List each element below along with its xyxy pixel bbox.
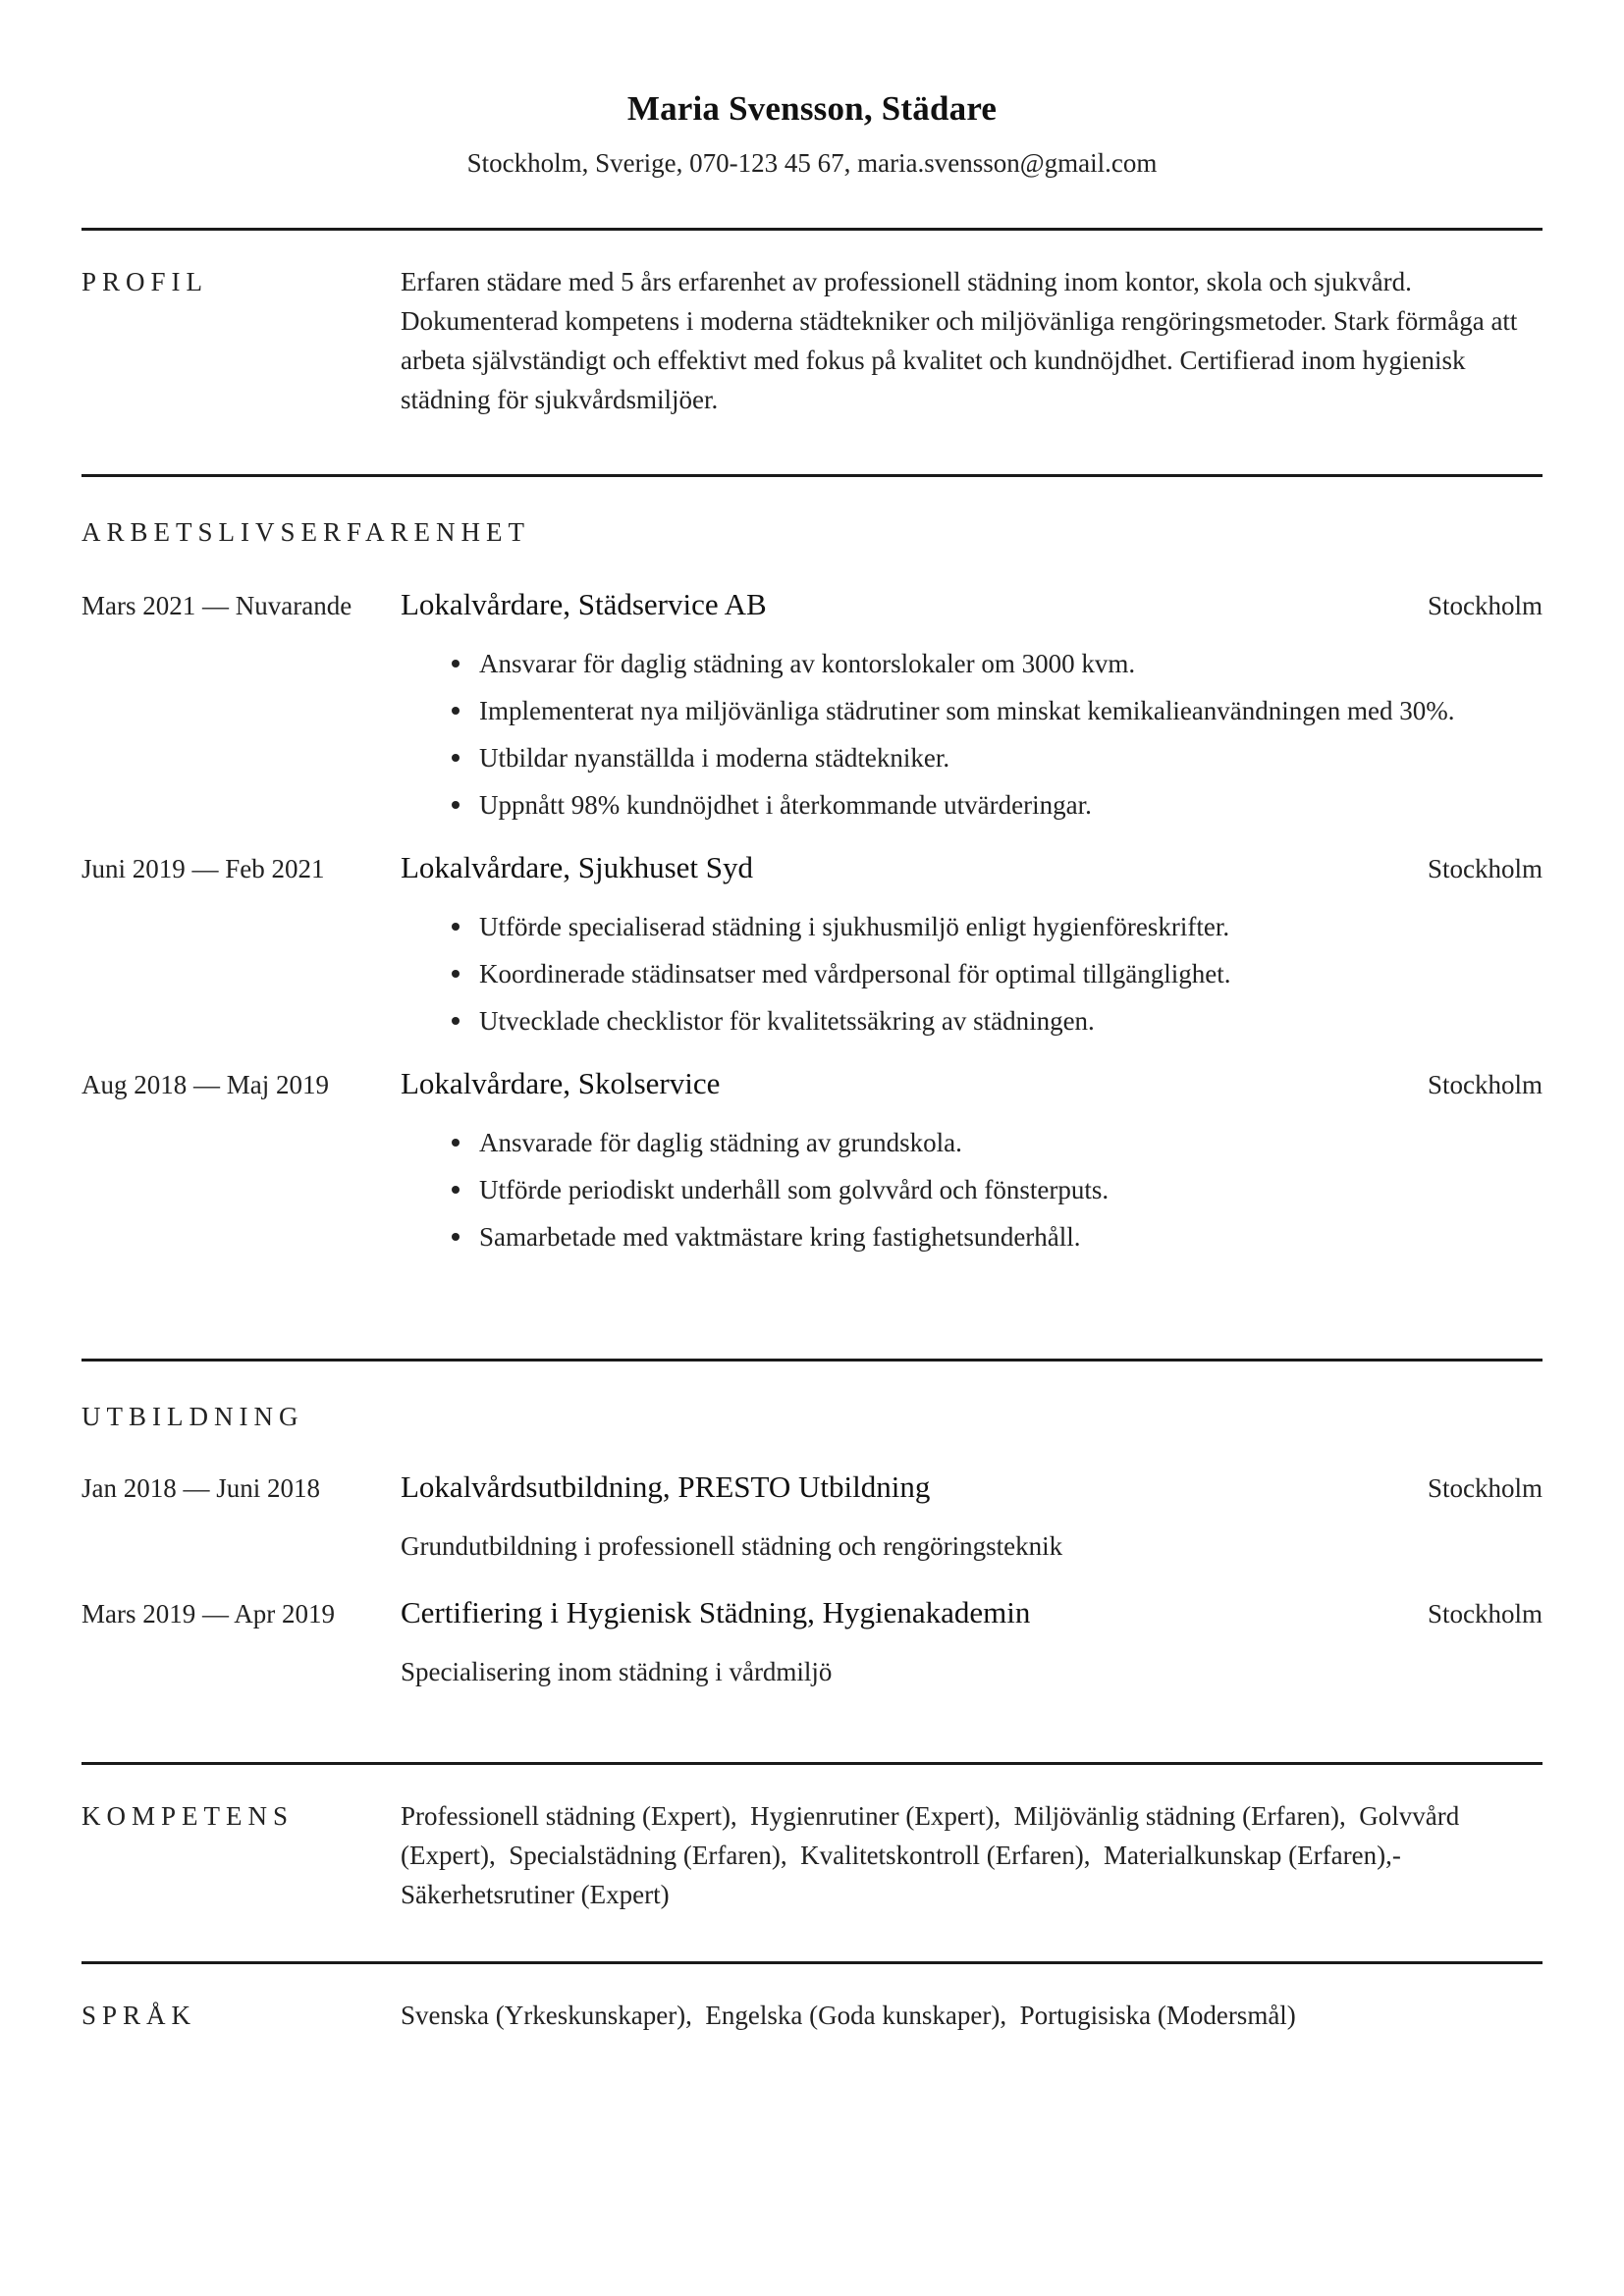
profile-section bbox=[81, 231, 1543, 474]
bullet-icon bbox=[452, 1139, 460, 1147]
candidate-name: Maria Svensson, Städare bbox=[626, 89, 998, 128]
skills-text: Professionell städning (Expert), Hygienrutiner (Expert), Miljövänlig städning (Erfaren), Golvvård (Expert), Specialstädning (Erfaren), Kvalitetskontroll (Erfaren), Materialkunskap (Erfaren),- Säkerhetsrutiner (Expert) bbox=[401, 1801, 1466, 1909]
bullet-item: Ansvarade för daglig städning av grundskola. bbox=[479, 1119, 1543, 1166]
bullet-icon bbox=[452, 923, 460, 931]
experience-entry bbox=[81, 583, 1543, 828]
bullet-item: Uppnått 98% kundnöjdhet i återkommande utvärderingar. bbox=[479, 781, 1543, 828]
bullet-item: Implementerat nya miljövänliga städrutiner som minskat kemikalieanvändningen med 30%. bbox=[479, 687, 1543, 734]
entry-bullets bbox=[81, 640, 1543, 828]
entry-date: Aug 2018 — Maj 2019 bbox=[81, 1070, 329, 1099]
bullet-icon bbox=[452, 754, 460, 762]
bullet-icon bbox=[452, 1186, 460, 1194]
entry-date: Mars 2019 — Apr 2019 bbox=[81, 1599, 335, 1629]
entry-description: Grundutbildning i professionell städning och rengöringsteknik bbox=[401, 1531, 1063, 1561]
entry-title: Lokalvårdsutbildning, PRESTO Utbildning bbox=[401, 1469, 931, 1504]
bullet-icon bbox=[452, 1233, 460, 1241]
experience-section bbox=[81, 477, 1543, 1359]
experience-entry bbox=[81, 1062, 1543, 1260]
bullet-item: Utbildar nyanställda i moderna städtekniker. bbox=[479, 734, 1543, 781]
bullet-item: Utförde specialiserad städning i sjukhusmiljö enligt hygienföreskrifter. bbox=[479, 903, 1543, 950]
entry-title: Lokalvårdare, Städservice AB bbox=[401, 587, 767, 621]
entry-location: Stockholm bbox=[1427, 1473, 1543, 1503]
entry-bullets bbox=[81, 1119, 1543, 1260]
bullet-icon bbox=[452, 707, 460, 715]
bullet-item: Utvecklade checklistor för kvalitetssäkring av städningen. bbox=[479, 997, 1543, 1044]
skills-label: KOMPETENS bbox=[81, 1801, 295, 1831]
education-label: UTBILDNING bbox=[81, 1402, 304, 1431]
entry-bullets bbox=[81, 903, 1543, 1044]
languages-section bbox=[81, 1964, 1543, 2035]
bullet-item: Utförde periodiskt underhåll som golvvård och fönsterputs. bbox=[479, 1166, 1543, 1213]
bullet-icon bbox=[452, 660, 460, 667]
experience-label: ARBETSLIVSERFARENHET bbox=[81, 517, 531, 547]
languages-text: Svenska (Yrkeskunskaper), Engelska (Goda kunskaper), Portugisiska (Modersmål) bbox=[401, 2001, 1296, 2030]
entry-title: Lokalvårdare, Skolservice bbox=[401, 1066, 721, 1100]
entry-location: Stockholm bbox=[1427, 854, 1543, 883]
languages-label: SPRÅK bbox=[81, 2001, 197, 2030]
resume-header bbox=[81, 0, 1543, 183]
entry-title: Lokalvårdare, Sjukhuset Syd bbox=[401, 850, 754, 884]
bullet-icon bbox=[452, 1017, 460, 1025]
entry-date: Jan 2018 — Juni 2018 bbox=[81, 1473, 320, 1503]
skills-section bbox=[81, 1765, 1543, 1961]
entry-location: Stockholm bbox=[1427, 1599, 1543, 1629]
entry-location: Stockholm bbox=[1427, 591, 1543, 620]
bullet-item: Koordinerade städinsatser med vårdpersonal för optimal tillgänglighet. bbox=[479, 950, 1543, 997]
entry-description: Specialisering inom städning i vårdmiljö bbox=[401, 1657, 833, 1686]
education-entry bbox=[81, 1591, 1543, 1691]
experience-entry bbox=[81, 846, 1543, 1044]
entry-location: Stockholm bbox=[1427, 1070, 1543, 1099]
contact-info: Stockholm, Sverige, 070-123 45 67, maria.svensson@gmail.com bbox=[466, 148, 1158, 178]
entry-title: Certifiering i Hygienisk Städning, Hygienakademin bbox=[401, 1595, 1031, 1629]
bullet-icon bbox=[452, 801, 460, 809]
entry-date: Mars 2021 — Nuvarande bbox=[81, 591, 352, 620]
bullet-item: Ansvarar för daglig städning av kontorslokaler om 3000 kvm. bbox=[479, 640, 1543, 687]
profile-label: PROFIL bbox=[81, 267, 209, 296]
education-entry bbox=[81, 1466, 1543, 1566]
education-section bbox=[81, 1362, 1543, 1762]
bullet-item: Samarbetade med vaktmästare kring fastighetsunderhåll. bbox=[479, 1213, 1543, 1260]
entry-date: Juni 2019 — Feb 2021 bbox=[81, 854, 325, 883]
bullet-icon bbox=[452, 970, 460, 978]
profile-text: Erfaren städare med 5 års erfarenhet av professionell städning inom kontor, skola och sjukvård. Dokumenterad kompetens i moderna städtekniker och miljövänliga rengöringsmetoder. Stark förmåga att arbeta självständigt och effektivt med fokus på kvalitet och kundnöjdhet. Certifierad inom hygienisk städning för sjukvårdsmiljöer. bbox=[401, 267, 1518, 414]
